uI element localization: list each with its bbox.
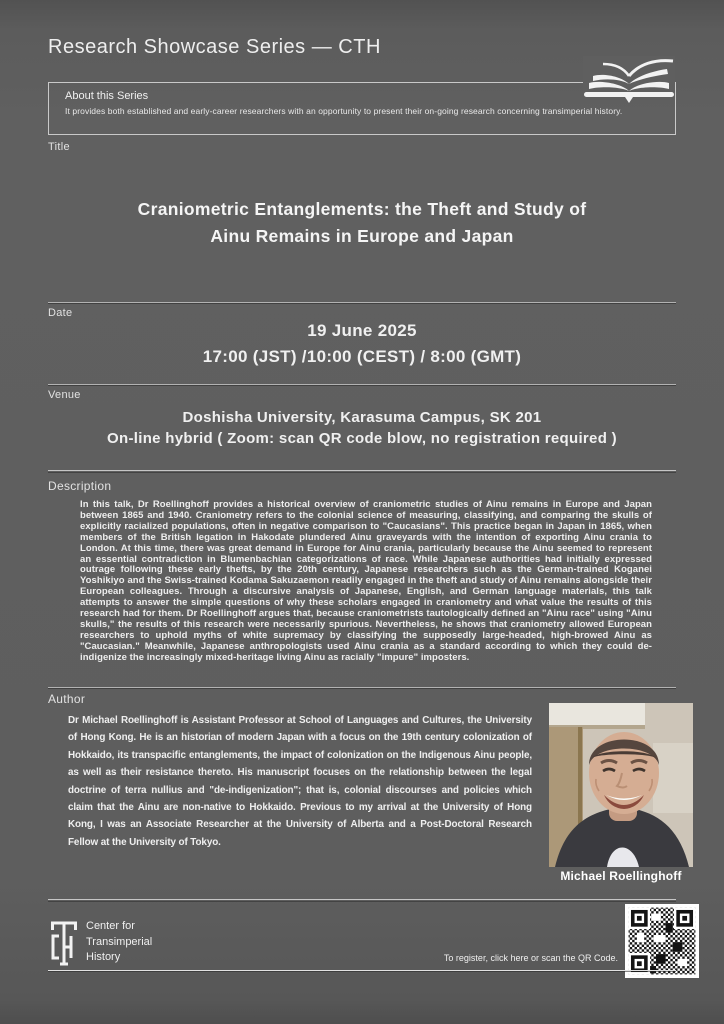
title-label: Title xyxy=(48,141,70,153)
section-divider xyxy=(48,384,676,385)
talk-title xyxy=(48,196,676,250)
venue-label: Venue xyxy=(48,389,81,401)
center-name-line2: Transimperial xyxy=(86,935,153,948)
center-name-line1: Center for xyxy=(86,920,135,932)
register-link[interactable]: To register, click here or scan the QR Code. xyxy=(443,953,618,963)
section-divider xyxy=(48,687,676,688)
venue-online-info: On-line hybrid ( Zoom: scan QR code blow, no registration required ) xyxy=(107,430,617,447)
description-label: Description xyxy=(48,479,112,493)
center-name-line3: History xyxy=(86,951,121,963)
talk-title-line2: Ainu Remains in Europe and Japan xyxy=(210,226,514,246)
tch-monogram-icon xyxy=(48,916,80,973)
event-times: 17:00 (JST) /10:00 (CEST) / 8:00 (GMT) xyxy=(202,347,522,366)
footer-bottom-divider xyxy=(48,970,676,971)
open-book-icon xyxy=(583,56,675,109)
footer-divider xyxy=(48,899,676,900)
author-label: Author xyxy=(48,692,86,706)
about-series-body: It provides both established and early-career researchers with an opportunity to present their on-going research concerning transimperial history. xyxy=(65,106,623,116)
talk-description: In this talk, Dr Roellinghoff provides a historical overview of craniometric studies of Ainu remains in Europe and Japan between 1865 and 1940. Craniometry refers to the colonial science of measuring, classifying, and comparing the skulls of explicitly racialized populations, often in negative comparison to "Caucasians". This practice began in Japan in 1865, when members of the British legation in Hakodate plundered Ainu graveyards with the intention of exporting Ainu crania to London. At this time, there was great demand in Europe for Ainu crania, particularly because the Ainu seemed to represent an essential contradiction in Blumenbachian categorizations of race. While Japanese authorities had initially expressed outrage following these early thefts, by the 20th century, Japanese researchers such as the German-trained Koganei Yoshikiyo and the Swiss-trained Kodama Sakuzaemon readily engaged in the theft and study of Ainu remains alongside their European colleagues. Through a discursive analysis of Japanese, English, and German language materials, this talk attempts to answer the simple questions of why these scholars engaged in craniometry and what value the results of this research had for them. Dr Roellinghoff argues that, because craniometrists tautologically defined an "Ainu race" using "Ainu skulls," the results of this research were necessarily spurious. Nevertheless, he shows that craniometry allowed European researchers to uphold myths of white supremacy by classifying the supposedly large-headed, high-browed Ainu as "Caucasian." Meanwhile, Japanese anthropologists used Ainu crania as a standard according to which they could de-indigenize the increasingly mixed-heritage living Ainu as racially "impure" imposters. xyxy=(80,499,652,663)
author-photo xyxy=(549,703,693,867)
author-bio: Dr Michael Roellinghoff is Assistant Professor at School of Languages and Cultures, the University of Hong Kong. He is an historian of modern Japan with a focus on the 19th century colonization of Hokkaido, its transpacific entanglements, the impact of colonization on the Indigenous Ainu people, as well as their resistance thereto. His manuscript focuses on the relationship between the legal doctrine of terra nullius and "de-indigenization"; that is, colonial discourses and policies which claim that the Ainu are non-native to Hokkaido. Previous to my arrival at the University of Hong Kong, I was an Associate Researcher at the University of Alberta and a Post-Doctoral Research Fellow at the University of Tokyo. xyxy=(68,715,532,848)
about-series-box xyxy=(48,82,676,135)
venue-location: Doshisha University, Karasuma Campus, SK 201 xyxy=(182,409,542,426)
section-divider xyxy=(48,470,676,471)
center-name xyxy=(86,919,152,966)
date-label: Date xyxy=(48,307,73,319)
talk-title-line1: Craniometric Entanglements: the Theft and Study of xyxy=(137,199,587,219)
author-photo-caption: Michael Roellinghoff xyxy=(560,869,682,883)
section-divider xyxy=(48,302,676,303)
series-title: Research Showcase Series — CTH xyxy=(48,36,381,58)
about-series-heading: About this Series xyxy=(65,90,149,102)
qr-code xyxy=(623,904,701,983)
event-date: 19 June 2025 xyxy=(307,321,417,340)
